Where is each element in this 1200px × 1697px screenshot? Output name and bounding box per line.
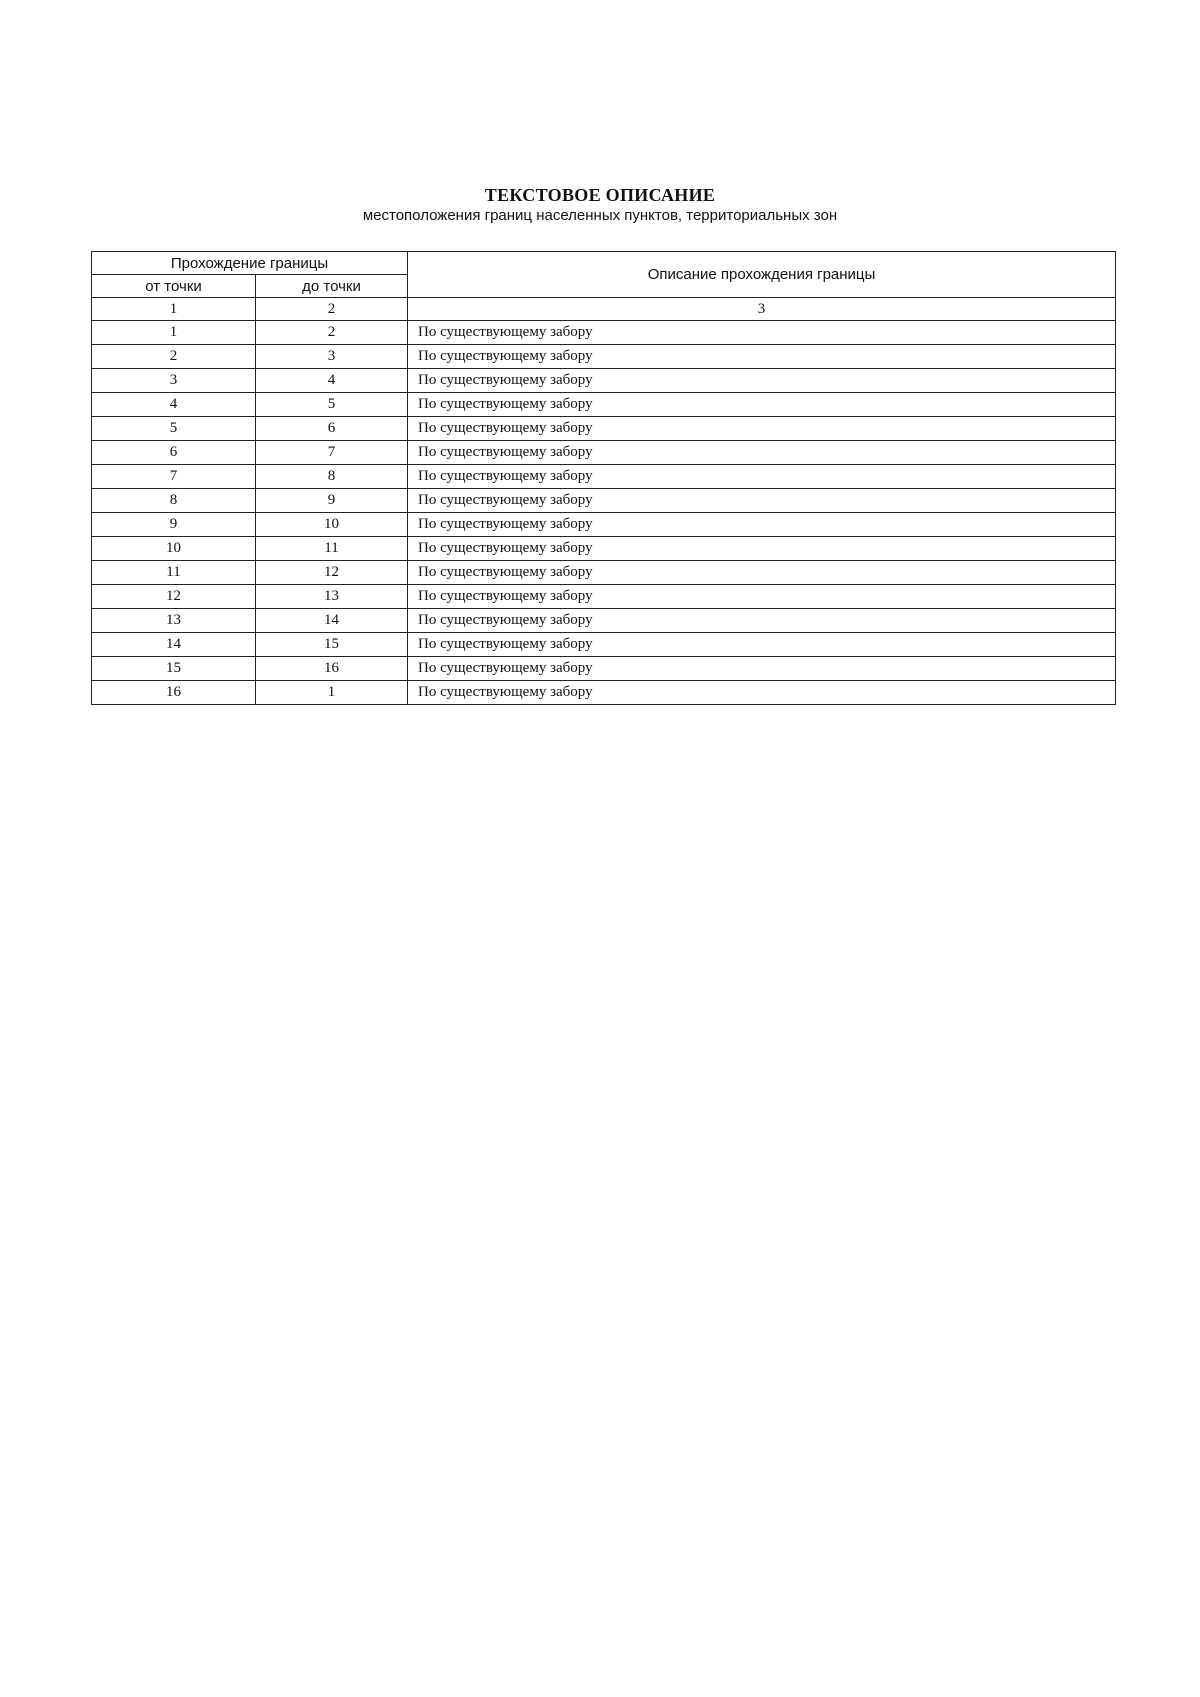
from-point-cell: 16 xyxy=(92,681,256,705)
boundary-description-cell: По существующему забору xyxy=(408,561,1116,585)
table-row xyxy=(92,321,1116,345)
boundary-description-cell: По существующему забору xyxy=(408,321,1116,345)
boundary-description-cell: По существующему забору xyxy=(408,417,1116,441)
table-row xyxy=(92,681,1116,705)
column-number-row xyxy=(92,298,1116,321)
boundary-description-cell: По существующему забору xyxy=(408,609,1116,633)
to-point-cell: 15 xyxy=(256,633,408,657)
to-point-cell: 9 xyxy=(256,489,408,513)
to-point-cell: 10 xyxy=(256,513,408,537)
table-row xyxy=(92,537,1116,561)
boundary-description-header: Описание прохождения границы xyxy=(408,252,1116,298)
table-row xyxy=(92,417,1116,441)
from-point-cell: 8 xyxy=(92,489,256,513)
from-point-header: от точки xyxy=(92,275,256,298)
table-row xyxy=(92,465,1116,489)
boundary-description-cell: По существующему забору xyxy=(408,657,1116,681)
from-point-cell: 7 xyxy=(92,465,256,489)
from-point-cell: 5 xyxy=(92,417,256,441)
from-point-cell: 10 xyxy=(92,537,256,561)
to-point-header: до точки xyxy=(256,275,408,298)
boundary-passage-header: Прохождение границы xyxy=(92,252,408,275)
boundary-description-cell: По существующему забору xyxy=(408,369,1116,393)
to-point-cell: 5 xyxy=(256,393,408,417)
to-point-cell: 12 xyxy=(256,561,408,585)
boundary-description-cell: По существующему забору xyxy=(408,345,1116,369)
to-point-cell: 7 xyxy=(256,441,408,465)
from-point-cell: 15 xyxy=(92,657,256,681)
column-number: 3 xyxy=(408,298,1116,321)
to-point-cell: 14 xyxy=(256,609,408,633)
from-point-cell: 4 xyxy=(92,393,256,417)
from-point-cell: 2 xyxy=(92,345,256,369)
boundary-description-cell: По существующему забору xyxy=(408,633,1116,657)
to-point-cell: 8 xyxy=(256,465,408,489)
column-number: 2 xyxy=(256,298,408,321)
document-title: ТЕКСТОВОЕ ОПИСАНИЕ xyxy=(484,185,716,205)
boundary-description-cell: По существующему забору xyxy=(408,489,1116,513)
boundary-description-cell: По существующему забору xyxy=(408,465,1116,489)
to-point-cell: 4 xyxy=(256,369,408,393)
table-row xyxy=(92,609,1116,633)
table-row xyxy=(92,489,1116,513)
boundary-description-cell: По существующему забору xyxy=(408,513,1116,537)
to-point-cell: 13 xyxy=(256,585,408,609)
table-row xyxy=(92,633,1116,657)
table-row xyxy=(92,513,1116,537)
table-header-row xyxy=(92,252,1116,275)
to-point-cell: 6 xyxy=(256,417,408,441)
boundary-description-cell: По существующему забору xyxy=(408,681,1116,705)
boundary-description-cell: По существующему забору xyxy=(408,537,1116,561)
boundary-description-cell: По существующему забору xyxy=(408,393,1116,417)
boundary-description-cell: По существующему забору xyxy=(408,441,1116,465)
from-point-cell: 6 xyxy=(92,441,256,465)
from-point-cell: 9 xyxy=(92,513,256,537)
table-row xyxy=(92,369,1116,393)
table-row xyxy=(92,561,1116,585)
to-point-cell: 3 xyxy=(256,345,408,369)
document-header xyxy=(0,184,1200,226)
from-point-cell: 1 xyxy=(92,321,256,345)
boundary-description-cell: По существующему забору xyxy=(408,585,1116,609)
table-row xyxy=(92,393,1116,417)
table-row xyxy=(92,585,1116,609)
table-row xyxy=(92,657,1116,681)
table-row xyxy=(92,345,1116,369)
column-number: 1 xyxy=(92,298,256,321)
from-point-cell: 13 xyxy=(92,609,256,633)
from-point-cell: 3 xyxy=(92,369,256,393)
from-point-cell: 12 xyxy=(92,585,256,609)
to-point-cell: 11 xyxy=(256,537,408,561)
from-point-cell: 14 xyxy=(92,633,256,657)
to-point-cell: 16 xyxy=(256,657,408,681)
document-subtitle: местоположения границ населенных пунктов, территориальных зон xyxy=(362,207,838,224)
to-point-cell: 2 xyxy=(256,321,408,345)
table-row xyxy=(92,441,1116,465)
to-point-cell: 1 xyxy=(256,681,408,705)
boundary-description-table xyxy=(91,251,1116,705)
from-point-cell: 11 xyxy=(92,561,256,585)
